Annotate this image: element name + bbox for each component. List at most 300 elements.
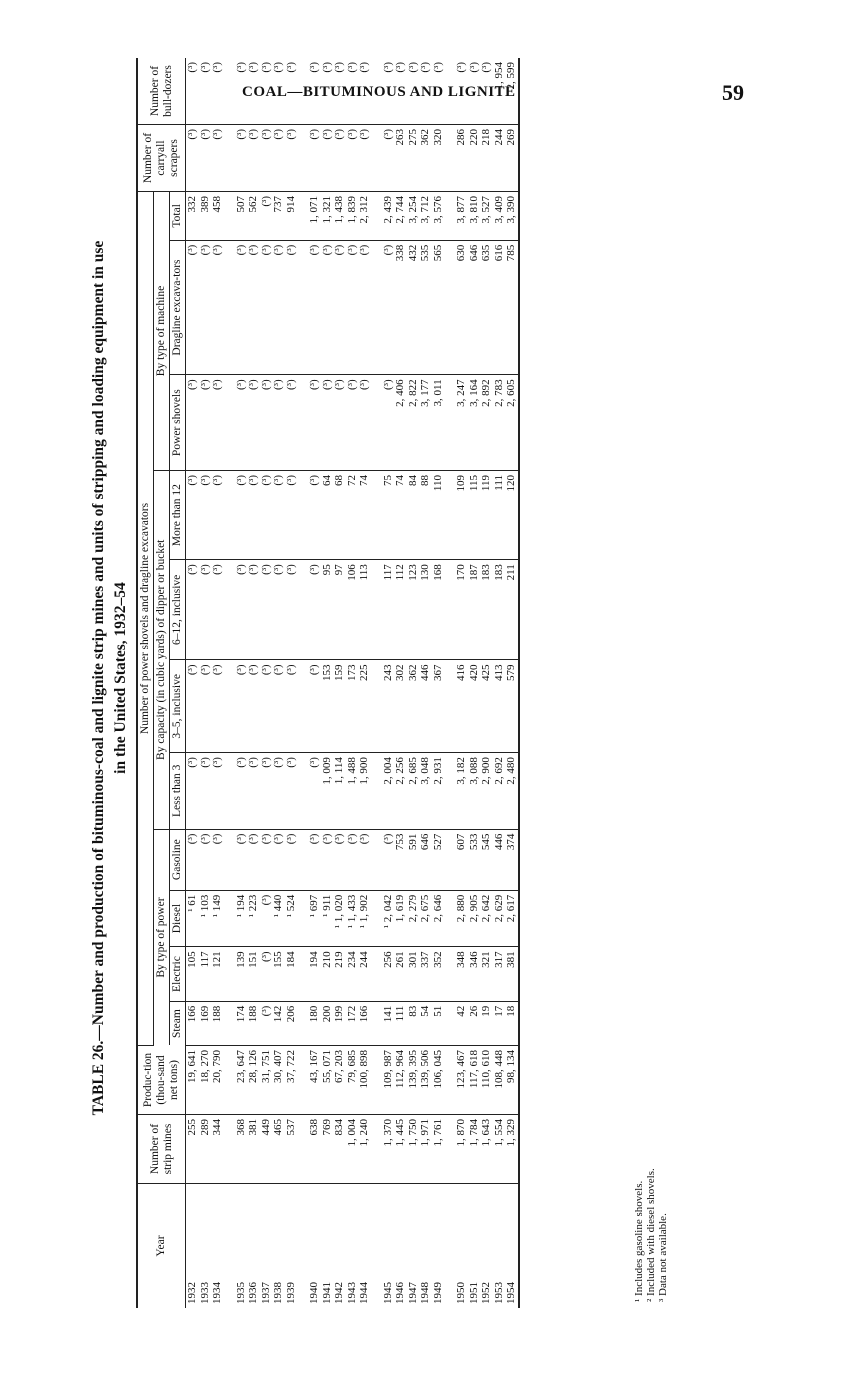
cell-shovels: (³) (285, 375, 298, 471)
cell-bulldozers: (³) (346, 58, 359, 125)
cell-mines: 1, 750 (407, 1115, 420, 1184)
cell-diesel: ¹ 1, 902 (358, 890, 371, 947)
cell-carryall: 244 (493, 125, 506, 192)
cell-bulldozers: (³) (321, 58, 334, 125)
cell-c6_12: 211 (505, 560, 519, 660)
cell-c3_5: 425 (480, 660, 493, 753)
cell-c6_12: 113 (358, 560, 371, 660)
cell-diesel: ¹ 1, 433 (346, 890, 359, 947)
cell-gasoline: (³) (285, 829, 298, 890)
spacer-cell (371, 829, 382, 890)
footnotes (633, 1168, 669, 1302)
cell-more12: (³) (285, 471, 298, 560)
cell-year: 1939 (284, 1282, 297, 1304)
cell-total: 2, 439 (382, 192, 395, 241)
cell-diesel: ¹ 223 (247, 890, 260, 947)
cell-steam: 169 (199, 1001, 212, 1045)
cell-dragline: (³) (272, 240, 285, 375)
cell-total: 507 (235, 192, 248, 241)
cell-total: 2, 312 (358, 192, 371, 241)
cell-year: 1932 (186, 1282, 198, 1304)
footnote-1: ¹ Includes gasoline shovels. (633, 1180, 645, 1302)
cell-prod: 67, 203 (333, 1046, 346, 1115)
cell-gasoline: (³) (358, 829, 371, 890)
spacer-cell (444, 1046, 455, 1115)
spacer-cell (371, 1115, 382, 1184)
cell-c3_5: 367 (432, 660, 445, 753)
cell-carryall: (³) (211, 125, 224, 192)
cell-dragline: (³) (211, 240, 224, 375)
cell-more12: 68 (333, 471, 346, 560)
cell-c6_12: 130 (419, 560, 432, 660)
cell-prod: 19, 641 (186, 1046, 199, 1115)
cell-prod: 108, 448 (493, 1046, 506, 1115)
cell-steam: 141 (382, 1001, 395, 1045)
cell-more12: 109 (455, 471, 468, 560)
cell-c6_12: 97 (333, 560, 346, 660)
cell-less3: (³) (272, 753, 285, 829)
cell-mines: 449 (260, 1115, 273, 1184)
cell-gasoline: (³) (333, 829, 346, 890)
cell-c6_12: 117 (382, 560, 395, 660)
footnote-3: ³ Data not available. (657, 1213, 669, 1302)
cell-less3: (³) (308, 753, 321, 829)
table-row (260, 58, 273, 1308)
cell-total: 914 (285, 192, 298, 241)
cell-dragline: 535 (419, 240, 432, 375)
cell-gasoline: (³) (199, 829, 212, 890)
cell-less3: (³) (211, 753, 224, 829)
cell-mines: 537 (285, 1115, 298, 1184)
cell-diesel: ¹ 697 (308, 890, 321, 947)
cell-c3_5: 173 (346, 660, 359, 753)
table-row (235, 58, 248, 1308)
cell-c6_12: (³) (272, 560, 285, 660)
cell-electric: 321 (480, 947, 493, 1001)
cell-mines: 1, 004 (346, 1115, 359, 1184)
cell-dragline: 338 (394, 240, 407, 375)
table-row (394, 58, 407, 1308)
spacer-cell (444, 890, 455, 947)
cell-carryall: (³) (272, 125, 285, 192)
cell-bulldozers: (³) (468, 58, 481, 125)
cell-c6_12: 112 (394, 560, 407, 660)
cell-less3: 1, 009 (321, 753, 334, 829)
cell-gasoline: 527 (432, 829, 445, 890)
cell-electric: 155 (272, 947, 285, 1001)
cell-mines: 638 (308, 1115, 321, 1184)
row-spacer (371, 58, 382, 1308)
cell-steam: 83 (407, 1001, 420, 1045)
spacer-cell (371, 1184, 382, 1309)
spacer-cell (371, 471, 382, 560)
table-row (186, 58, 199, 1308)
cell-more12: (³) (199, 471, 212, 560)
header-electric: Electric (170, 947, 186, 1001)
cell-carryall: (³) (186, 125, 199, 192)
cell-c3_5: (³) (186, 660, 199, 753)
table-row (382, 58, 395, 1308)
cell-gasoline: 646 (419, 829, 432, 890)
spacer-cell (297, 829, 308, 890)
spacer-cell (224, 660, 235, 753)
cell-mines: 255 (186, 1115, 199, 1184)
spacer-cell (444, 125, 455, 192)
spacer-cell (224, 1184, 235, 1309)
table-caption (88, 48, 132, 1308)
cell-c3_5: (³) (247, 660, 260, 753)
cell-c6_12: (³) (308, 560, 321, 660)
table-row (493, 58, 506, 1308)
cell-total: 1, 839 (346, 192, 359, 241)
cell-mines: 1, 370 (382, 1115, 395, 1184)
spacer-cell (371, 192, 382, 241)
cell-diesel: ¹ 149 (211, 890, 224, 947)
cell-less3: 3, 088 (468, 753, 481, 829)
cell-c3_5: (³) (285, 660, 298, 753)
spacer-cell (297, 240, 308, 375)
cell-carryall: (³) (235, 125, 248, 192)
cell-steam: 206 (285, 1001, 298, 1045)
cell-prod: 110, 610 (480, 1046, 493, 1115)
cell-more12: 74 (358, 471, 371, 560)
table-row (407, 58, 420, 1308)
row-spacer (224, 58, 235, 1308)
spacer-cell (444, 58, 455, 125)
cell-shovels: 3, 164 (468, 375, 481, 471)
cell-diesel: 2, 905 (468, 890, 481, 947)
cell-bulldozers: (³) (419, 58, 432, 125)
cell-mines: 1, 870 (455, 1115, 468, 1184)
header-gasoline: Gasoline (170, 829, 186, 890)
cell-shovels: 3, 247 (455, 375, 468, 471)
cell-c3_5: (³) (260, 660, 273, 753)
cell-c3_5: 446 (419, 660, 432, 753)
spacer-cell (444, 1001, 455, 1045)
cell-year: 1951 (467, 1282, 480, 1304)
cell-dragline: (³) (346, 240, 359, 375)
cell-steam: 174 (235, 1001, 248, 1045)
header-strip-mines: Number of strip mines (137, 1115, 186, 1184)
cell-bulldozers: (³) (382, 58, 395, 125)
cell-diesel: ¹ 61 (186, 890, 199, 947)
cell-mines: 381 (247, 1115, 260, 1184)
cell-total: 737 (272, 192, 285, 241)
cell-more12: 120 (505, 471, 519, 560)
cell-dragline: (³) (358, 240, 371, 375)
cell-c6_12: 168 (432, 560, 445, 660)
cell-total: 332 (186, 192, 199, 241)
table-row (272, 58, 285, 1308)
cell-carryall: 269 (505, 125, 519, 192)
cell-less3: 2, 480 (505, 753, 519, 829)
cell-mines: 1, 240 (358, 1115, 371, 1184)
header-less3: Less than 3 (170, 753, 186, 829)
cell-less3: 1, 488 (346, 753, 359, 829)
cell-steam: 54 (419, 1001, 432, 1045)
cell-c3_5: 225 (358, 660, 371, 753)
cell-more12: (³) (308, 471, 321, 560)
cell-year: 1934 (211, 1282, 223, 1304)
spacer-cell (224, 192, 235, 241)
cell-c6_12: (³) (285, 560, 298, 660)
cell-carryall: (³) (333, 125, 346, 192)
cell-year: 1940 (308, 1282, 320, 1304)
cell-electric: 151 (247, 947, 260, 1001)
cell-dragline: 646 (468, 240, 481, 375)
cell-carryall: (³) (199, 125, 212, 192)
cell-total: 2, 744 (394, 192, 407, 241)
spacer-cell (371, 58, 382, 125)
cell-shovels: (³) (346, 375, 359, 471)
cell-bulldozers: (³) (455, 58, 468, 125)
header-6-12: 6–12, inclusive (170, 560, 186, 660)
cell-diesel: ¹ 440 (272, 890, 285, 947)
spacer-cell (444, 829, 455, 890)
cell-dragline: 616 (493, 240, 506, 375)
cell-shovels: (³) (247, 375, 260, 471)
cell-shovels: (³) (199, 375, 212, 471)
cell-more12: 115 (468, 471, 481, 560)
cell-bulldozers: (³) (432, 58, 445, 125)
cell-prod: 139, 395 (407, 1046, 420, 1115)
cell-gasoline: (³) (211, 829, 224, 890)
spacer-cell (224, 560, 235, 660)
table-row (333, 58, 346, 1308)
spacer-cell (297, 192, 308, 241)
table-row (321, 58, 334, 1308)
cell-carryall: (³) (247, 125, 260, 192)
cell-diesel: 2, 642 (480, 890, 493, 947)
cell-steam: 42 (455, 1001, 468, 1045)
spacer-cell (297, 947, 308, 1001)
cell-c3_5: (³) (199, 660, 212, 753)
spacer-cell (224, 1046, 235, 1115)
cell-prod: 79, 685 (346, 1046, 359, 1115)
cell-diesel: ¹ 911 (321, 890, 334, 947)
cell-gasoline: (³) (235, 829, 248, 890)
cell-diesel: ¹ 1, 020 (333, 890, 346, 947)
spacer-cell (224, 375, 235, 471)
cell-year: 1945 (381, 1282, 394, 1304)
cell-prod: 28, 126 (247, 1046, 260, 1115)
cell-diesel: ¹ 524 (285, 890, 298, 947)
cell-total: 1, 438 (333, 192, 346, 241)
cell-c6_12: (³) (186, 560, 199, 660)
cell-dragline: (³) (285, 240, 298, 375)
cell-dragline: (³) (333, 240, 346, 375)
cell-total: 3, 810 (468, 192, 481, 241)
cell-dragline: (³) (247, 240, 260, 375)
spacer-cell (297, 1184, 308, 1309)
spacer-cell (224, 829, 235, 890)
cell-total: 3, 877 (455, 192, 468, 241)
cell-shovels: 2, 406 (394, 375, 407, 471)
cell-electric: 184 (285, 947, 298, 1001)
cell-shovels: (³) (260, 375, 273, 471)
cell-carryall: 275 (407, 125, 420, 192)
cell-shovels: (³) (358, 375, 371, 471)
cell-shovels: 2, 605 (505, 375, 519, 471)
cell-electric: 337 (419, 947, 432, 1001)
cell-mines: 368 (235, 1115, 248, 1184)
cell-year: 1952 (480, 1282, 492, 1304)
cell-c6_12: 170 (455, 560, 468, 660)
spacer-cell (371, 660, 382, 753)
cell-bulldozers: (³) (308, 58, 321, 125)
caption-line-1: TABLE 26.—Number and production of bituminous-coal and lignite strip mines and units of stripping and loading equipment in use (90, 240, 107, 1116)
cell-less3: 2, 004 (382, 753, 395, 829)
header-total: Total (170, 192, 186, 241)
spacer-cell (224, 125, 235, 192)
cell-bulldozers: (³) (394, 58, 407, 125)
spacer-cell (444, 192, 455, 241)
cell-carryall: (³) (358, 125, 371, 192)
cell-diesel: ¹ 103 (199, 890, 212, 947)
cell-prod: 55, 071 (321, 1046, 334, 1115)
spacer-cell (444, 947, 455, 1001)
cell-steam: 18 (505, 1001, 519, 1045)
cell-shovels: (³) (333, 375, 346, 471)
header-more12: More than 12 (170, 471, 186, 560)
cell-gasoline: (³) (186, 829, 199, 890)
cell-c6_12: (³) (211, 560, 224, 660)
cell-shovels: (³) (308, 375, 321, 471)
cell-less3: (³) (186, 753, 199, 829)
cell-more12: (³) (186, 471, 199, 560)
cell-c3_5: 243 (382, 660, 395, 753)
rotated-table-block (88, 48, 673, 1308)
cell-dragline: 635 (480, 240, 493, 375)
page-number: 59 (722, 80, 744, 105)
spacer-cell (371, 947, 382, 1001)
cell-shovels: 2, 783 (493, 375, 506, 471)
cell-bulldozers: (³) (407, 58, 420, 125)
cell-electric: 219 (333, 947, 346, 1001)
cell-gasoline: 545 (480, 829, 493, 890)
cell-dragline: 432 (407, 240, 420, 375)
cell-dragline: (³) (199, 240, 212, 375)
cell-electric: 194 (308, 947, 321, 1001)
spacer-cell (297, 375, 308, 471)
spacer-cell (444, 660, 455, 753)
cell-c6_12: 183 (480, 560, 493, 660)
cell-electric: 346 (468, 947, 481, 1001)
cell-diesel: ¹ 194 (235, 890, 248, 947)
cell-more12: (³) (211, 471, 224, 560)
cell-electric: 244 (358, 947, 371, 1001)
cell-mines: 1, 784 (468, 1115, 481, 1184)
cell-c3_5: (³) (308, 660, 321, 753)
cell-electric: 139 (235, 947, 248, 1001)
cell-year: 1946 (394, 1282, 406, 1304)
cell-c3_5: 362 (407, 660, 420, 753)
cell-carryall: (³) (321, 125, 334, 192)
header-by-power: By type of power (154, 829, 170, 1045)
cell-steam: 180 (308, 1001, 321, 1045)
cell-prod: 37, 722 (285, 1046, 298, 1115)
spacer-cell (297, 560, 308, 660)
spacer-cell (297, 1046, 308, 1115)
cell-mines: 769 (321, 1115, 334, 1184)
cell-gasoline: 533 (468, 829, 481, 890)
cell-electric: 352 (432, 947, 445, 1001)
spacer-cell (224, 240, 235, 375)
cell-prod: 98, 134 (505, 1046, 519, 1115)
cell-gasoline: 753 (394, 829, 407, 890)
cell-year: 1950 (455, 1282, 467, 1304)
spacer-cell (444, 1115, 455, 1184)
cell-c6_12: 106 (346, 560, 359, 660)
cell-mines: 1, 643 (480, 1115, 493, 1184)
cell-carryall: 286 (455, 125, 468, 192)
cell-total: 389 (199, 192, 212, 241)
cell-more12: 110 (432, 471, 445, 560)
cell-less3: (³) (247, 753, 260, 829)
cell-carryall: (³) (260, 125, 273, 192)
cell-bulldozers: 2, 599 (505, 58, 519, 125)
cell-less3: 1, 114 (333, 753, 346, 829)
cell-c6_12: 183 (493, 560, 506, 660)
spacer-cell (297, 1001, 308, 1045)
cell-more12: 75 (382, 471, 395, 560)
cell-electric: 261 (394, 947, 407, 1001)
cell-more12: 88 (419, 471, 432, 560)
cell-bulldozers: (³) (333, 58, 346, 125)
cell-year: 1936 (247, 1282, 259, 1304)
cell-c3_5: (³) (211, 660, 224, 753)
cell-c6_12: (³) (235, 560, 248, 660)
cell-prod: 106, 045 (432, 1046, 445, 1115)
cell-steam: 188 (247, 1001, 260, 1045)
cell-shovels: 2, 892 (480, 375, 493, 471)
cell-less3: 2, 931 (432, 753, 445, 829)
cell-mines: 344 (211, 1115, 224, 1184)
cell-c3_5: (³) (235, 660, 248, 753)
cell-steam: 19 (480, 1001, 493, 1045)
spacer-cell (224, 58, 235, 125)
cell-diesel: ¹ 2, 042 (382, 890, 395, 947)
spacer-cell (444, 1184, 455, 1309)
cell-total: 3, 390 (505, 192, 519, 241)
cell-carryall: (³) (308, 125, 321, 192)
cell-electric: 121 (211, 947, 224, 1001)
spacer-cell (224, 471, 235, 560)
cell-shovels: (³) (272, 375, 285, 471)
table-row (358, 58, 371, 1308)
cell-c6_12: (³) (247, 560, 260, 660)
spacer-cell (297, 125, 308, 192)
spacer-cell (297, 1115, 308, 1184)
cell-electric: 210 (321, 947, 334, 1001)
cell-mines: 1, 971 (419, 1115, 432, 1184)
spacer-cell (224, 890, 235, 947)
cell-gasoline: (³) (272, 829, 285, 890)
cell-less3: 2, 685 (407, 753, 420, 829)
cell-less3: (³) (285, 753, 298, 829)
spacer-cell (297, 660, 308, 753)
cell-year: 1935 (234, 1282, 247, 1304)
cell-c6_12: 123 (407, 560, 420, 660)
cell-electric: 105 (186, 947, 199, 1001)
table-row (308, 58, 321, 1308)
header-diesel: Diesel (170, 890, 186, 947)
cell-less3: 3, 182 (455, 753, 468, 829)
cell-more12: (³) (247, 471, 260, 560)
spacer-cell (371, 560, 382, 660)
cell-more12: 84 (407, 471, 420, 560)
cell-c3_5: 413 (493, 660, 506, 753)
